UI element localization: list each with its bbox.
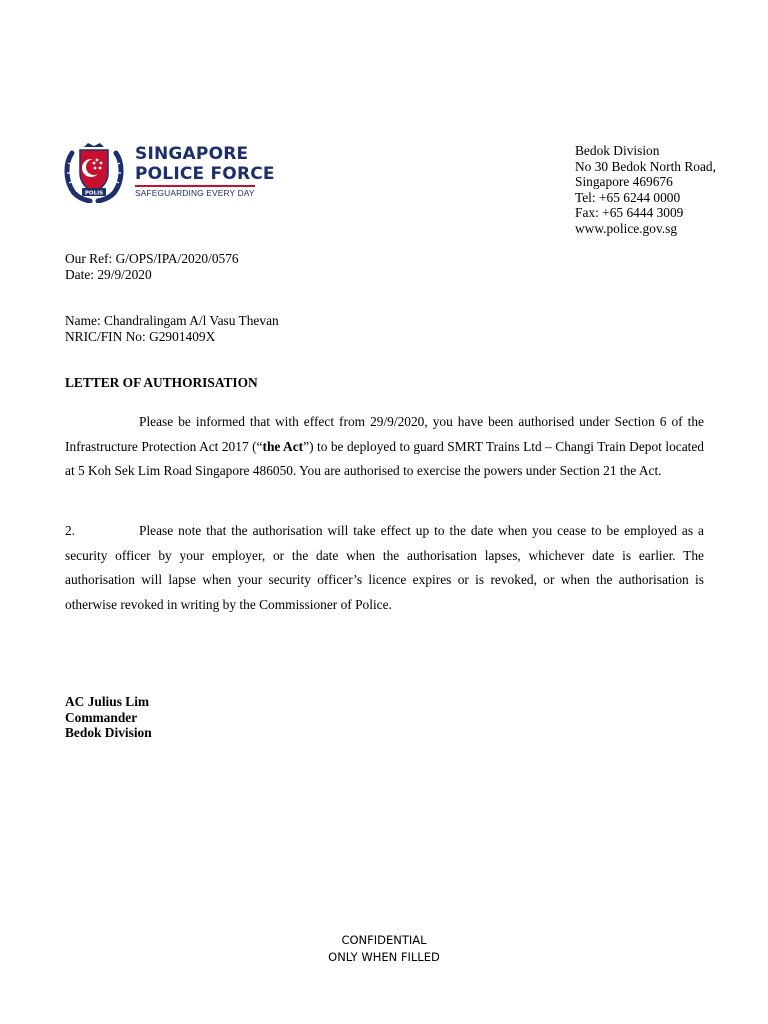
address-city: Singapore 469676 bbox=[575, 174, 673, 189]
signoff-block bbox=[65, 694, 152, 741]
police-logo bbox=[62, 141, 275, 203]
reference-block bbox=[65, 251, 239, 282]
emblem-text: POLIS bbox=[84, 190, 104, 197]
signatory-division: Bedok Division bbox=[65, 725, 152, 740]
address-website: www.police.gov.sg bbox=[575, 220, 678, 236]
paragraph-2-text: Please note that the authorisation will take effect up to the date when you cease to be employed as a security officer by your employer, or the date when the authorisation lapses, whichever date is earlier. The authorisation will lapse when your security officer’s licence expires or is revoked, or when the authorisation is otherwise revoked in writing by the Commissioner of Police. bbox=[65, 523, 704, 612]
address-tel: Tel: +65 6244 0000 bbox=[575, 189, 681, 205]
address-fax: Fax: +65 6444 3009 bbox=[575, 205, 684, 220]
footer-line-1: CONFIDENTIAL bbox=[341, 933, 427, 947]
signatory-name: AC Julius Lim bbox=[65, 694, 150, 709]
signatory-title: Commander bbox=[65, 709, 138, 725]
letter-heading: LETTER OF AUTHORISATION bbox=[65, 375, 258, 390]
paragraph-1-text-a: Please be informed that with effect from 29/9/2020, you have been authorised under Section 6 of the Infrastructure Protection Act 2017 (“ bbox=[65, 414, 704, 454]
footer-line-2: ONLY WHEN FILLED bbox=[328, 949, 440, 964]
address-street: No 30 Bedok North Road, bbox=[575, 158, 716, 174]
paragraph-1-defined-term: the Act bbox=[262, 438, 304, 454]
logo-title-line1: SINGAPORE bbox=[135, 144, 249, 164]
paragraph-2-number: 2. bbox=[65, 523, 76, 538]
paragraph-2 bbox=[65, 519, 704, 617]
sender-address bbox=[575, 143, 716, 236]
recipient-name: Name: Chandralingam A/l Vasu Thevan bbox=[65, 313, 279, 328]
our-ref: Our Ref: G/OPS/IPA/2020/0576 bbox=[65, 251, 239, 266]
logo-divider bbox=[135, 185, 255, 187]
address-division: Bedok Division bbox=[575, 143, 660, 158]
letter-date: Date: 29/9/2020 bbox=[65, 266, 152, 282]
paragraph-1-text-b: ”) to be deployed to guard SMRT Trains Ltd – Changi Train Depot located at 5 Koh Sek Lim Road Singapore 486050. You are authorised to exercise the powers under Section 21 the Act. bbox=[65, 438, 705, 478]
police-crest-icon bbox=[62, 141, 126, 203]
recipient-nric: NRIC/FIN No: G2901409X bbox=[65, 328, 216, 344]
paragraph-1 bbox=[65, 410, 704, 484]
recipient-block bbox=[65, 313, 279, 344]
logo-tagline: SAFEGUARDING EVERY DAY bbox=[135, 188, 255, 198]
logo-title-line2: POLICE FORCE bbox=[135, 164, 275, 184]
confidentiality-footer bbox=[0, 932, 768, 965]
